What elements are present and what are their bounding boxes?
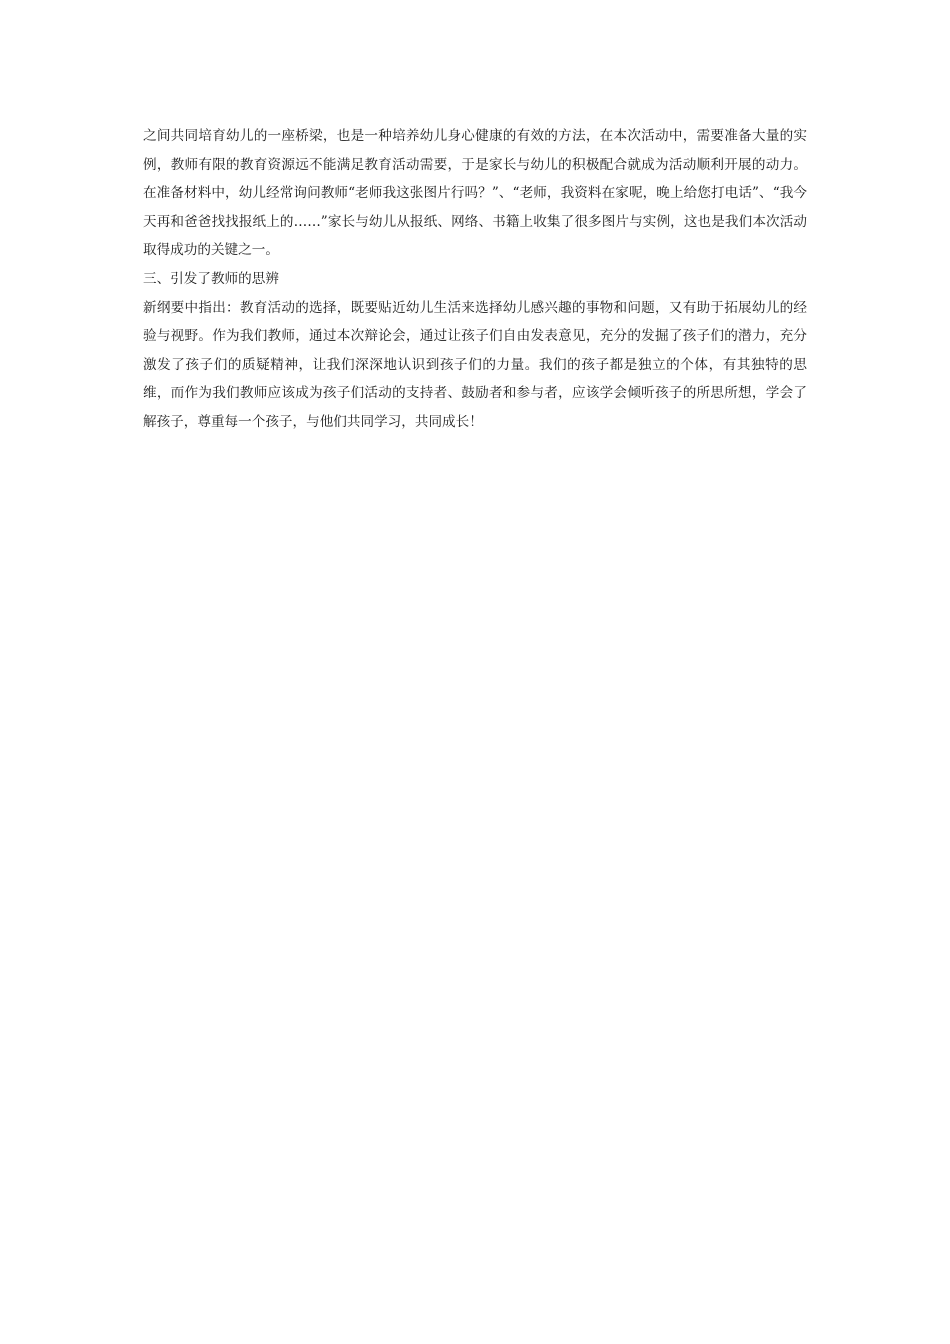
paragraph-bridge: 之间共同培育幼儿的一座桥梁，也是一种培养幼儿身心健康的有效的方法，在本次活动中，需要准备大量的实例，教师有限的教育资源远不能满足教育活动需要，于是家长与幼儿的积极配合就成为活动顺利开展的动力。在准备材料中，幼儿经常询问教师“老师我这张图片行吗？”、“老师，我资料在家呢，晚上给您打电话”、“我今天再和爸爸找找报纸上的……”家长与幼儿从报纸、网络、书籍上收集了很多图片与实例，这也是我们本次活动取得成功的关键之一。 <box>143 128 807 259</box>
document-body <box>143 122 807 437</box>
section-heading: 三、引发了教师的思辨 <box>143 270 279 287</box>
paragraph-reflection: 新纲要中指出：教育活动的选择，既要贴近幼儿生活来选择幼儿感兴趣的事物和问题，又有助于拓展幼儿的经验与视野。作为我们教师，通过本次辩论会，通过让孩子们自由发表意见，充分的发掘了孩子们的潜力，充分激发了孩子们的质疑精神，让我们深深地认识到孩子们的力量。我们的孩子都是独立的个体，有其独特的思维，而作为我们教师应该成为孩子们活动的支持者、鼓励者和参与者，应该学会倾听孩子的所思所想，学会了解孩子，尊重每一个孩子，与他们共同学习，共同成长！ <box>143 299 807 430</box>
